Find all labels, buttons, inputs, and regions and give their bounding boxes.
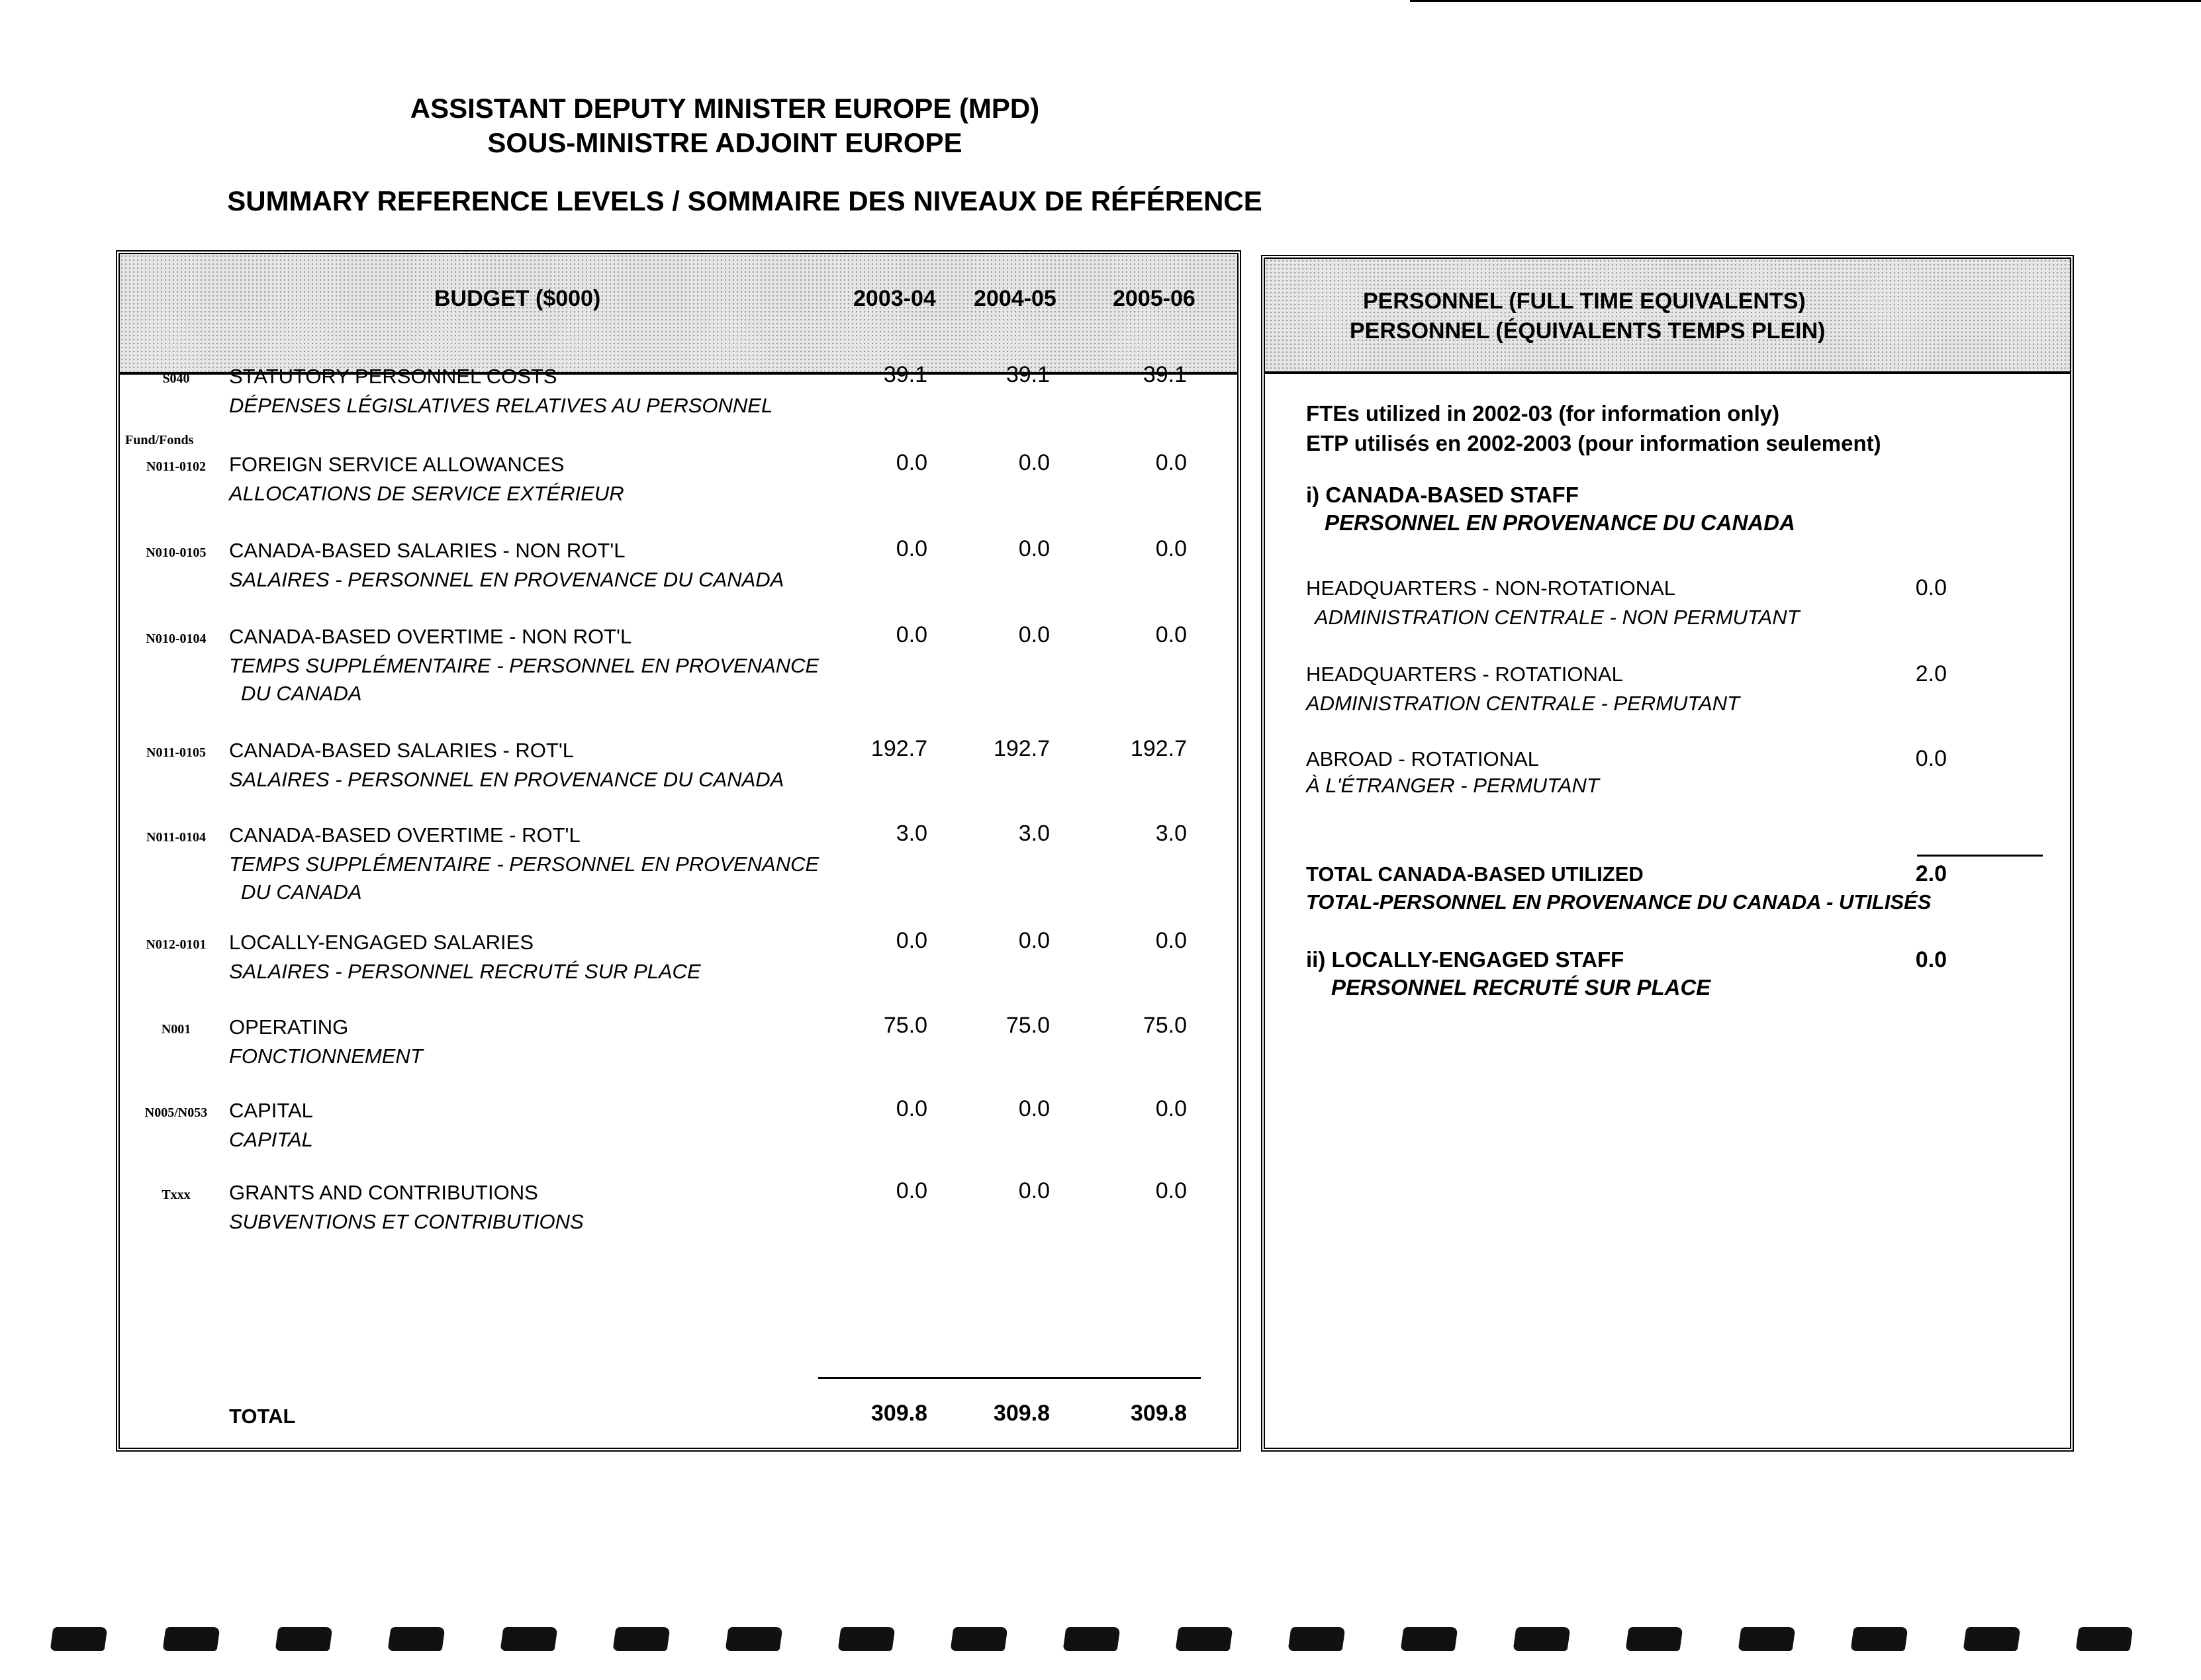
fte-item-value: 2.0 xyxy=(1915,661,1947,686)
line-item-label: FOREIGN SERVICE ALLOWANCES xyxy=(229,453,565,476)
budget-value: 75.0 xyxy=(1143,1013,1187,1038)
fte-intro: FTEs utilized in 2002-03 (for information only) xyxy=(1306,401,1780,426)
scan-mark xyxy=(725,1627,782,1651)
budget-value: 0.0 xyxy=(1155,1178,1187,1203)
total-value: 309.8 xyxy=(870,1401,927,1426)
budget-value: 192.7 xyxy=(1130,736,1187,761)
scan-mark xyxy=(1625,1627,1683,1651)
fte-item-label-fr: ADMINISTRATION CENTRALE - NON PERMUTANT xyxy=(1315,606,1800,629)
budget-title: BUDGET ($000) xyxy=(434,286,601,311)
line-item-label-fr: SUBVENTIONS ET CONTRIBUTIONS xyxy=(229,1210,584,1233)
scan-mark xyxy=(837,1627,895,1651)
budget-value: 0.0 xyxy=(1155,536,1187,561)
line-item-label-fr: FONCTIONNEMENT xyxy=(229,1045,423,1068)
line-item-label: OPERATING xyxy=(229,1015,349,1039)
budget-value: 3.0 xyxy=(1018,821,1050,846)
scan-mark xyxy=(1738,1627,1795,1651)
line-item-label: STATUTORY PERSONNEL COSTS xyxy=(229,365,557,388)
year-header: 2003-04 xyxy=(853,286,936,311)
personnel-title-fr: PERSONNEL (ÉQUIVALENTS TEMPS PLEIN) xyxy=(1350,318,1826,344)
personnel-title: PERSONNEL (FULL TIME EQUIVALENTS) xyxy=(1363,289,1806,314)
budget-value: 39.1 xyxy=(1143,362,1187,387)
line-item-label-fr: SALAIRES - PERSONNEL EN PROVENANCE DU CANADA xyxy=(229,768,784,791)
scan-mark xyxy=(275,1627,332,1651)
budget-value: 0.0 xyxy=(896,450,927,475)
line-item-label-fr: SALAIRES - PERSONNEL EN PROVENANCE DU CANADA xyxy=(229,568,784,591)
fte-item-label-fr: ADMINISTRATION CENTRALE - PERMUTANT xyxy=(1306,692,1740,715)
personnel-panel xyxy=(1261,255,2074,1452)
fund-code: N010-0105 xyxy=(146,545,207,560)
line-item-label-fr-cont: DU CANADA xyxy=(241,880,362,904)
line-item-label: CANADA-BASED OVERTIME - ROT'L xyxy=(229,823,581,847)
scan-mark xyxy=(950,1627,1007,1651)
budget-value: 0.0 xyxy=(896,622,927,647)
budget-value: 0.0 xyxy=(1155,450,1187,475)
budget-value: 0.0 xyxy=(896,1096,927,1121)
budget-value: 0.0 xyxy=(1155,622,1187,647)
fund-code: N001 xyxy=(161,1022,191,1037)
line-item-label-fr: CAPITAL xyxy=(229,1128,313,1151)
budget-value: 3.0 xyxy=(1155,821,1187,846)
budget-value: 0.0 xyxy=(1018,1178,1050,1203)
budget-value: 0.0 xyxy=(1018,450,1050,475)
total-rule xyxy=(818,1377,1201,1379)
fund-label: Fund/Fonds xyxy=(125,433,194,447)
fund-code: N011-0102 xyxy=(146,459,206,474)
total-value: 309.8 xyxy=(993,1401,1050,1426)
canada-based-heading-fr: PERSONNEL EN PROVENANCE DU CANADA xyxy=(1325,510,1795,535)
budget-header xyxy=(120,254,1237,375)
budget-value: 0.0 xyxy=(1018,536,1050,561)
line-item-label: LOCALLY-ENGAGED SALARIES xyxy=(229,931,534,954)
top-rule xyxy=(1410,0,2201,2)
fte-total-label: TOTAL CANADA-BASED UTILIZED xyxy=(1306,863,1644,886)
scan-mark xyxy=(1288,1627,1345,1651)
fund-code: N011-0104 xyxy=(146,830,206,845)
scan-mark xyxy=(500,1627,557,1651)
fund-code: N005/N053 xyxy=(144,1105,208,1120)
line-item-label: CAPITAL xyxy=(229,1099,313,1122)
line-item-label: CANADA-BASED SALARIES - NON ROT'L xyxy=(229,539,626,562)
budget-value: 3.0 xyxy=(896,821,927,846)
line-item-label-fr: TEMPS SUPPLÉMENTAIRE - PERSONNEL EN PROVENANCE xyxy=(229,853,820,876)
budget-value: 192.7 xyxy=(993,736,1050,761)
budget-value: 0.0 xyxy=(1018,1096,1050,1121)
locally-engaged-value: 0.0 xyxy=(1915,947,1947,972)
scan-mark xyxy=(612,1627,670,1651)
fund-code: N012-0101 xyxy=(146,937,207,952)
line-item-label-fr-cont: DU CANADA xyxy=(241,682,362,705)
locally-engaged-heading-fr: PERSONNEL RECRUTÉ SUR PLACE xyxy=(1331,975,1711,1000)
fte-intro-fr: ETP utilisés en 2002-2003 (pour information seulement) xyxy=(1306,431,1881,455)
personnel-header xyxy=(1265,259,2070,374)
line-item-label-fr: SALAIRES - PERSONNEL RECRUTÉ SUR PLACE xyxy=(229,960,701,983)
fte-item-value: 0.0 xyxy=(1915,575,1947,600)
budget-value: 0.0 xyxy=(1018,928,1050,953)
scan-mark xyxy=(1850,1627,1908,1651)
budget-value: 0.0 xyxy=(1155,928,1187,953)
locally-engaged-heading: ii) LOCALLY-ENGAGED STAFF xyxy=(1306,947,1624,972)
budget-value: 0.0 xyxy=(896,536,927,561)
fte-item-value: 0.0 xyxy=(1915,746,1947,771)
year-header: 2004-05 xyxy=(974,286,1056,311)
budget-value: 0.0 xyxy=(896,1178,927,1203)
scan-mark xyxy=(50,1627,107,1651)
total-label: TOTAL xyxy=(229,1405,296,1428)
scan-mark xyxy=(1400,1627,1458,1651)
canada-based-heading: i) CANADA-BASED STAFF xyxy=(1306,483,1579,507)
line-item-label-fr: TEMPS SUPPLÉMENTAIRE - PERSONNEL EN PROVENANCE xyxy=(229,654,820,677)
scan-mark xyxy=(387,1627,445,1651)
fte-total-value: 2.0 xyxy=(1915,861,1947,886)
line-item-label: CANADA-BASED SALARIES - ROT'L xyxy=(229,739,574,762)
fte-item-label: HEADQUARTERS - ROTATIONAL xyxy=(1306,663,1623,686)
scan-mark xyxy=(2075,1627,2133,1651)
fund-code: N011-0105 xyxy=(146,745,206,760)
budget-value: 39.1 xyxy=(1006,362,1050,387)
scan-mark xyxy=(162,1627,220,1651)
fte-item-label: HEADQUARTERS - NON-ROTATIONAL xyxy=(1306,577,1676,600)
page-subtitle: SUMMARY REFERENCE LEVELS / SOMMAIRE DES NIVEAUX DE RÉFÉRENCE xyxy=(227,185,1262,216)
line-item-label: CANADA-BASED OVERTIME - NON ROT'L xyxy=(229,625,632,648)
scan-mark xyxy=(1963,1627,2020,1651)
scan-mark xyxy=(1513,1627,1570,1651)
fund-code: Txxx xyxy=(162,1188,191,1202)
budget-value: 39.1 xyxy=(883,362,927,387)
budget-value: 75.0 xyxy=(1006,1013,1050,1038)
fte-item-label: ABROAD - ROTATIONAL xyxy=(1306,747,1539,770)
scan-mark xyxy=(1175,1627,1233,1651)
budget-value: 75.0 xyxy=(883,1013,927,1038)
budget-panel xyxy=(116,250,1241,1452)
budget-value: 0.0 xyxy=(1155,1096,1187,1121)
line-item-label-fr: DÉPENSES LÉGISLATIVES RELATIVES AU PERSONNEL xyxy=(229,394,773,417)
line-item-label-fr: ALLOCATIONS DE SERVICE EXTÉRIEUR xyxy=(229,482,624,505)
total-value: 309.8 xyxy=(1130,1401,1187,1426)
budget-value: 192.7 xyxy=(870,736,927,761)
line-item-label: GRANTS AND CONTRIBUTIONS xyxy=(229,1181,538,1204)
fte-total-label-fr: TOTAL-PERSONNEL EN PROVENANCE DU CANADA - UTILISÉS xyxy=(1306,890,1932,913)
fund-code: S040 xyxy=(162,371,190,386)
budget-value: 0.0 xyxy=(896,928,927,953)
year-header: 2005-06 xyxy=(1113,286,1195,311)
budget-value: 0.0 xyxy=(1018,622,1050,647)
fte-total-rule xyxy=(1917,855,2043,857)
scan-mark xyxy=(1062,1627,1120,1651)
fund-code: N010-0104 xyxy=(146,631,207,646)
fte-item-label-fr: À L'ÉTRANGER - PERMUTANT xyxy=(1306,774,1599,797)
page-title-fr: SOUS-MINISTRE ADJOINT EUROPE xyxy=(487,127,962,158)
page-title: ASSISTANT DEPUTY MINISTER EUROPE (MPD) xyxy=(410,93,1040,124)
